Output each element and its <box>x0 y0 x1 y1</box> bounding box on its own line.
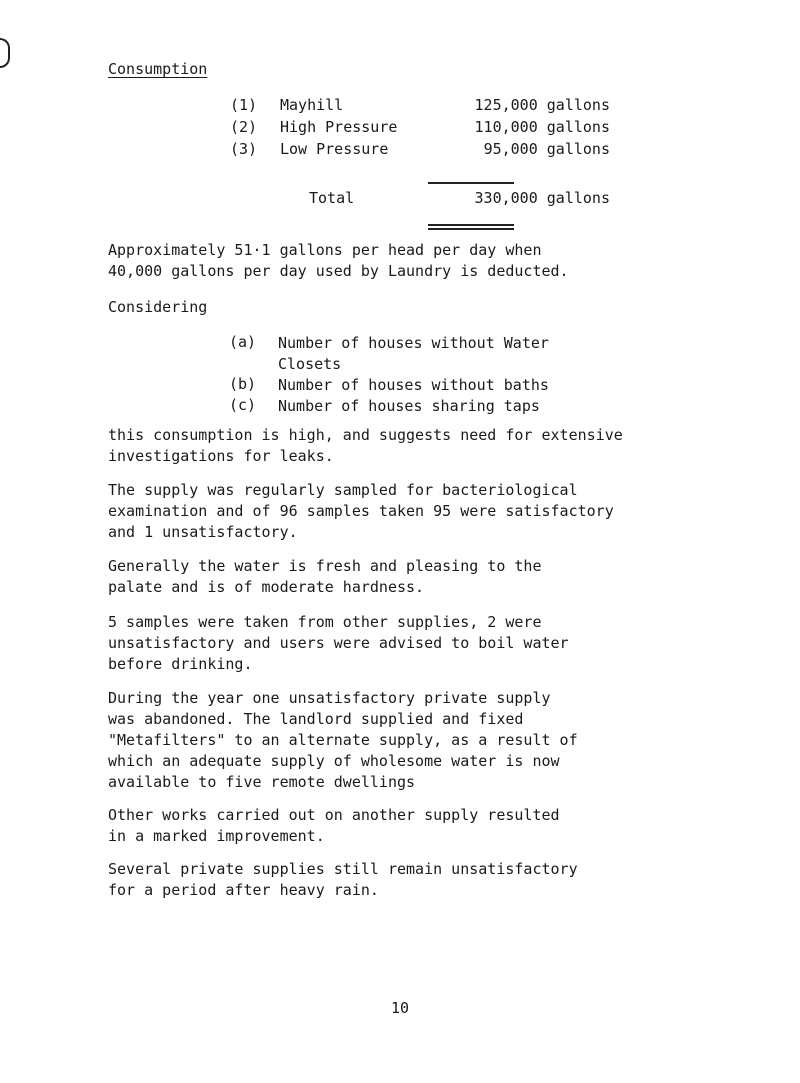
row-number: (3) <box>230 140 258 158</box>
considering-heading: Considering <box>108 298 208 316</box>
row-number: (1) <box>230 96 258 114</box>
page-number: 10 <box>390 999 410 1017</box>
total-double-rule-bottom <box>428 228 514 230</box>
item-text: Number of houses without Water Closets <box>278 334 549 373</box>
other-works-paragraph: Other works carried out on another supply resulted in a marked improvement. <box>108 806 560 845</box>
row-value: 110,000 gallons <box>474 118 610 136</box>
other-supplies-paragraph: 5 samples were taken from other supplies, 2 were unsatisfactory and users were advised to boil water before drinking. <box>108 613 569 673</box>
row-label: Low Pressure <box>280 140 389 158</box>
row-label: Mayhill <box>280 96 344 114</box>
total-double-rule-top <box>428 224 514 226</box>
consumption-row <box>230 96 610 118</box>
row-value: 125,000 gallons <box>474 96 610 114</box>
item-text: Number of houses sharing taps <box>278 397 540 415</box>
item-letter: (a) <box>229 333 257 351</box>
section-heading: Consumption <box>108 60 208 78</box>
conclusion-paragraph: this consumption is high, and suggests need for extensive investigations for leaks. <box>108 426 623 465</box>
consumption-row <box>230 140 610 162</box>
quality-paragraph: Generally the water is fresh and pleasing to the palate and is of moderate hardness. <box>108 557 542 596</box>
row-value: 95,000 gallons <box>483 140 610 158</box>
approx-paragraph: Approximately 51·1 gallons per head per day when 40,000 gallons per day used by Laundry is deducted. <box>108 241 569 280</box>
item-letter: (c) <box>229 396 257 414</box>
total-value: 330,000 gallons <box>474 189 610 207</box>
row-label: High Pressure <box>280 118 398 136</box>
subtotal-rule <box>428 182 514 184</box>
still-remain-paragraph: Several private supplies still remain unsatisfactory for a period after heavy rain. <box>108 860 578 899</box>
item-text: Number of houses without baths <box>278 376 549 394</box>
sampling-paragraph: The supply was regularly sampled for bacteriological examination and of 96 samples taken 95 were satisfactory and 1 unsatisfactory. <box>108 481 614 541</box>
list-item <box>229 333 609 375</box>
list-item <box>229 375 609 396</box>
binding-mark <box>0 38 10 68</box>
total-label: Total <box>309 189 355 207</box>
list-item <box>229 396 609 417</box>
row-number: (2) <box>230 118 258 136</box>
private-supply-paragraph: During the year one unsatisfactory private supply was abandoned. The landlord supplied and fixed "Metafilters" to an alternate supply, as a result of which an adequate supply of wholesome water is now available to five remote dwellings <box>108 689 578 791</box>
item-letter: (b) <box>229 375 257 393</box>
consumption-row <box>230 118 610 140</box>
